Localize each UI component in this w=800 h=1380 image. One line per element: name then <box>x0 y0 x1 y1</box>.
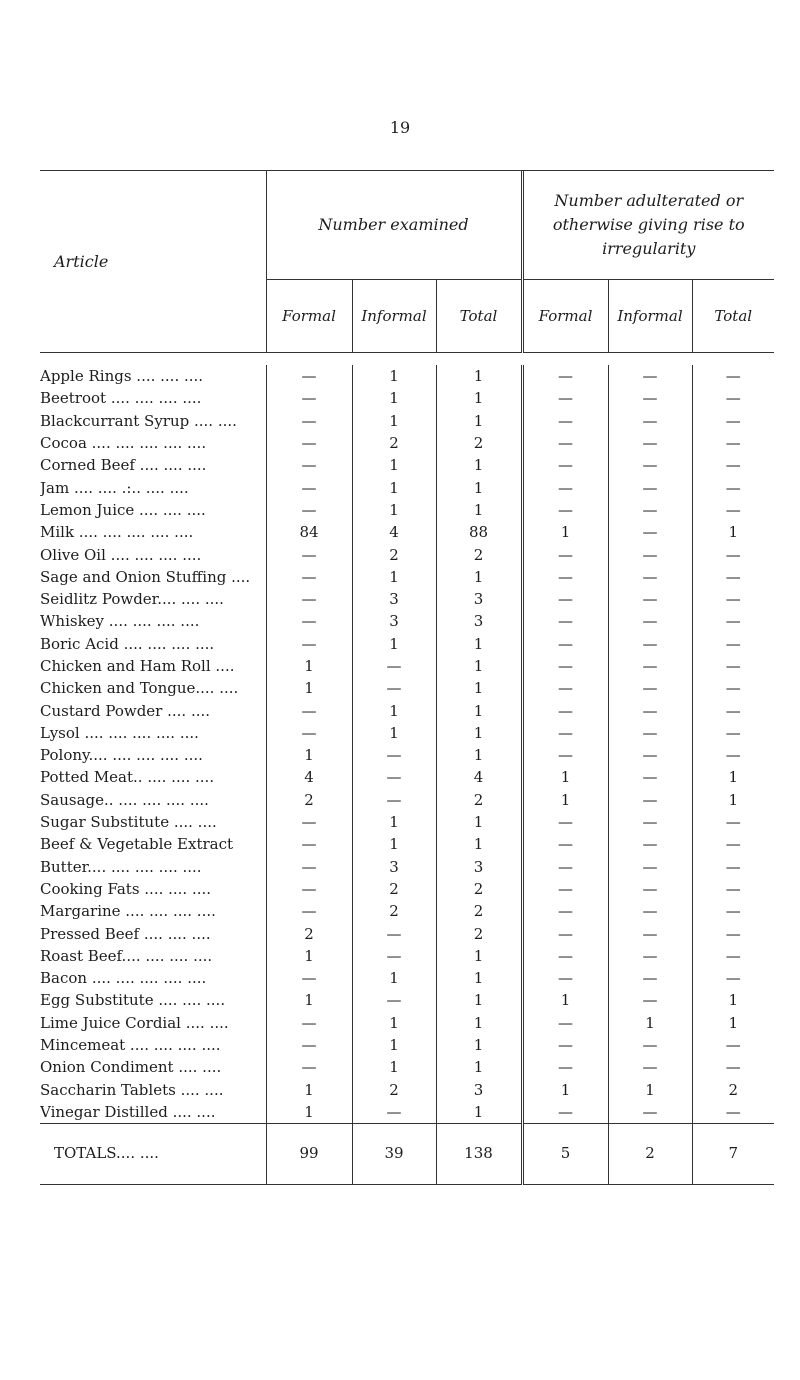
adulterated-informal-cell: — <box>608 454 692 476</box>
table-row <box>40 922 774 944</box>
examined-informal-cell: 1 <box>352 811 436 833</box>
examined-informal-cell: 1 <box>352 967 436 989</box>
examined-formal-cell: — <box>266 499 352 521</box>
adulterated-total-cell: — <box>692 365 774 387</box>
table-row <box>40 945 774 967</box>
examined-total-cell: 1 <box>436 566 522 588</box>
examined-informal-cell: 1 <box>352 476 436 498</box>
adulterated-informal-cell: — <box>608 856 692 878</box>
examined-informal-cell: — <box>352 789 436 811</box>
examined-formal-cell: — <box>266 699 352 721</box>
table-row <box>40 989 774 1011</box>
adulterated-formal-cell: — <box>522 476 608 498</box>
adulterated-formal-cell: — <box>522 945 608 967</box>
examined-informal-cell: — <box>352 744 436 766</box>
examined-informal-cell: — <box>352 655 436 677</box>
article-name-cell: Blackcurrant Syrup .... .... <box>40 411 237 430</box>
adulterated-informal-cell: — <box>608 521 692 543</box>
examined-formal-cell: 4 <box>266 766 352 788</box>
article-column-header: Article <box>54 252 109 271</box>
adulterated-header-line-2: otherwise giving rise to <box>552 215 745 234</box>
table-row <box>40 789 774 811</box>
examined-total-cell: 1 <box>436 744 522 766</box>
examined-informal-cell: — <box>352 1101 436 1124</box>
adulterated-total-cell: — <box>692 945 774 967</box>
adulterated-total-cell: — <box>692 610 774 632</box>
adulterated-informal-cell: — <box>608 699 692 721</box>
adulterated-informal-cell: 1 <box>608 1079 692 1101</box>
table-row <box>40 856 774 878</box>
examined-total-cell: 1 <box>436 1012 522 1034</box>
examined-formal-cell: 1 <box>266 945 352 967</box>
examined-total-cell: 1 <box>436 989 522 1011</box>
table-row <box>40 410 774 432</box>
table-row <box>40 588 774 610</box>
adulterated-informal-cell: — <box>608 655 692 677</box>
adulterated-formal-cell: 1 <box>522 789 608 811</box>
examined-informal-cell: — <box>352 766 436 788</box>
article-name-cell: Beef & Vegetable Extract <box>40 835 234 854</box>
article-name-cell: Custard Powder .... .... <box>40 701 211 720</box>
examined-informal-cell: — <box>352 945 436 967</box>
examined-informal-cell: 3 <box>352 588 436 610</box>
article-name-cell: Saccharin Tablets .... .... <box>40 1080 224 1099</box>
article-name-cell: Roast Beef.... .... .... .... <box>40 946 213 965</box>
adulterated-informal-cell: — <box>608 833 692 855</box>
examined-informal-cell: 1 <box>352 410 436 432</box>
examined-formal-cell: 1 <box>266 744 352 766</box>
adulterated-informal-cell: — <box>608 499 692 521</box>
adulterated-informal-cell: — <box>608 1056 692 1078</box>
examined-total-cell: 1 <box>436 454 522 476</box>
adulterated-total-cell: 1 <box>692 989 774 1011</box>
examined-total-cell: 1 <box>436 722 522 744</box>
adulterated-formal-cell: — <box>522 878 608 900</box>
examined-formal-cell: — <box>266 566 352 588</box>
adulterated-informal-cell: — <box>608 900 692 922</box>
article-name-cell: Polony.... .... .... .... .... <box>40 746 203 765</box>
examined-informal-cell: 1 <box>352 699 436 721</box>
article-name-cell: Apple Rings .... .... .... <box>40 367 204 386</box>
examined-total-header: Total <box>436 280 522 353</box>
examined-total-cell: 1 <box>436 365 522 387</box>
adulterated-group-header <box>522 171 774 280</box>
table-row <box>40 1056 774 1078</box>
adulterated-informal-header: Informal <box>608 280 692 353</box>
examined-total-cell: 88 <box>436 521 522 543</box>
table-row <box>40 499 774 521</box>
adulterated-informal-cell: — <box>608 766 692 788</box>
examined-total-cell: 2 <box>436 878 522 900</box>
examined-formal-cell: — <box>266 365 352 387</box>
adulterated-informal-cell: — <box>608 744 692 766</box>
examined-informal-cell: 1 <box>352 833 436 855</box>
examined-formal-cell: — <box>266 633 352 655</box>
adulterated-header-line-3: irregularity <box>602 239 696 258</box>
table-row <box>40 766 774 788</box>
table-row <box>40 454 774 476</box>
examined-formal-cell: 84 <box>266 521 352 543</box>
examined-formal-cell: — <box>266 967 352 989</box>
adulterated-informal-cell: — <box>608 633 692 655</box>
examined-formal-header: Formal <box>266 280 352 353</box>
adulterated-formal-cell: — <box>522 833 608 855</box>
adulterated-total-cell: — <box>692 543 774 565</box>
adulterated-total-cell: — <box>692 387 774 409</box>
examined-informal-cell: 3 <box>352 610 436 632</box>
examined-informal-cell: 1 <box>352 722 436 744</box>
examined-formal-cell: — <box>266 833 352 855</box>
total-examined-informal: 39 <box>352 1138 436 1185</box>
adulterated-total-cell: — <box>692 1101 774 1124</box>
adulterated-formal-cell: — <box>522 967 608 989</box>
examined-informal-cell: 1 <box>352 633 436 655</box>
adulterated-informal-cell: — <box>608 610 692 632</box>
adulterated-informal-cell: — <box>608 1034 692 1056</box>
adulterated-formal-cell: — <box>522 900 608 922</box>
article-name-cell: Chicken and Ham Roll .... <box>40 657 235 675</box>
adulterated-total-cell: — <box>692 476 774 498</box>
adulterated-total-cell: — <box>692 454 774 476</box>
examined-formal-cell: 1 <box>266 1101 352 1124</box>
adulterated-formal-cell: — <box>522 699 608 721</box>
adulterated-total-cell: — <box>692 900 774 922</box>
total-adulterated-informal: 2 <box>608 1138 692 1185</box>
article-name-cell: Egg Substitute .... .... .... <box>40 991 226 1010</box>
examined-informal-cell: 2 <box>352 900 436 922</box>
adulterated-formal-cell: — <box>522 365 608 387</box>
adulterated-formal-cell: 1 <box>522 989 608 1011</box>
examined-total-cell: 3 <box>436 856 522 878</box>
examined-informal-cell: 1 <box>352 454 436 476</box>
examined-informal-cell: 4 <box>352 521 436 543</box>
table-row <box>40 1101 774 1124</box>
examined-total-cell: 1 <box>436 1056 522 1078</box>
article-name-cell: Cocoa .... .... .... .... .... <box>40 434 207 453</box>
examined-informal-cell: 1 <box>352 387 436 409</box>
adulterated-informal-cell: — <box>608 811 692 833</box>
examined-total-cell: 1 <box>436 655 522 677</box>
examined-formal-cell: — <box>266 1056 352 1078</box>
examined-formal-cell: — <box>266 856 352 878</box>
adulterated-total-cell: — <box>692 432 774 454</box>
adulterated-informal-cell: — <box>608 967 692 989</box>
table-row <box>40 744 774 766</box>
examined-formal-cell: — <box>266 543 352 565</box>
table-row <box>40 566 774 588</box>
article-name-cell: Corned Beef .... .... .... <box>40 456 207 475</box>
adulterated-informal-cell: — <box>608 722 692 744</box>
examined-formal-cell: — <box>266 811 352 833</box>
adulterated-formal-cell: — <box>522 922 608 944</box>
examined-total-cell: 2 <box>436 789 522 811</box>
table-row <box>40 432 774 454</box>
adulterated-formal-cell: — <box>522 1034 608 1056</box>
adulterated-formal-cell: 1 <box>522 1079 608 1101</box>
adulterated-total-cell: — <box>692 744 774 766</box>
examined-informal-cell: 2 <box>352 878 436 900</box>
total-adulterated-total: 7 <box>692 1138 774 1185</box>
table-row <box>40 387 774 409</box>
examined-total-cell: 1 <box>436 633 522 655</box>
adulterated-total-cell: — <box>692 655 774 677</box>
article-name-cell: Mincemeat .... .... .... .... <box>40 1036 221 1055</box>
table-row <box>40 543 774 565</box>
adulterated-informal-cell: — <box>608 677 692 699</box>
article-name-cell: Bacon .... .... .... .... .... <box>40 969 207 988</box>
page-number: 19 <box>389 118 411 137</box>
examined-informal-cell: — <box>352 677 436 699</box>
adulterated-total-cell: 1 <box>692 766 774 788</box>
examined-formal-cell: — <box>266 900 352 922</box>
article-name-cell: Olive Oil .... .... .... .... <box>40 545 202 564</box>
adulterated-total-cell: — <box>692 1056 774 1078</box>
adulterated-total-cell: — <box>692 833 774 855</box>
adulterated-informal-cell: — <box>608 410 692 432</box>
article-name-cell: Butter.... .... .... .... .... <box>40 857 202 876</box>
examined-group-header <box>266 171 522 280</box>
article-name-cell: Sage and Onion Stuffing .... <box>40 567 251 586</box>
adulterated-formal-cell: — <box>522 1012 608 1034</box>
adulterated-formal-cell: — <box>522 588 608 610</box>
adulterated-informal-cell: — <box>608 789 692 811</box>
article-name-cell: Sugar Substitute .... .... <box>40 813 217 832</box>
examined-formal-cell: — <box>266 610 352 632</box>
totals-label: TOTALS.... .... <box>54 1144 159 1163</box>
adulterated-informal-cell: — <box>608 387 692 409</box>
article-name-cell: Beetroot .... .... .... .... <box>40 389 202 408</box>
table-row <box>40 900 774 922</box>
adulterated-total-cell: — <box>692 410 774 432</box>
examined-formal-cell: — <box>266 476 352 498</box>
adulterated-header-line-1: Number adulterated or <box>554 191 744 210</box>
examined-informal-cell: 1 <box>352 566 436 588</box>
examined-total-cell: 1 <box>436 811 522 833</box>
adulterated-informal-cell: — <box>608 566 692 588</box>
adulterated-total-cell: — <box>692 1034 774 1056</box>
table-row <box>40 1012 774 1034</box>
table-row <box>40 811 774 833</box>
articles-table <box>40 170 774 1199</box>
examined-formal-cell: 1 <box>266 677 352 699</box>
adulterated-total-cell: — <box>692 588 774 610</box>
adulterated-informal-cell: — <box>608 365 692 387</box>
examined-total-cell: 1 <box>436 476 522 498</box>
article-name-cell: Sausage.. .... .... .... .... <box>40 790 209 809</box>
table-row <box>40 476 774 498</box>
examined-formal-cell: 2 <box>266 922 352 944</box>
examined-formal-cell: — <box>266 432 352 454</box>
adulterated-formal-cell: — <box>522 543 608 565</box>
examined-formal-cell: — <box>266 1034 352 1056</box>
article-name-cell: Chicken and Tongue.... .... <box>40 679 239 698</box>
table-row <box>40 722 774 744</box>
table-row <box>40 833 774 855</box>
adulterated-total-cell: — <box>692 633 774 655</box>
table-row <box>40 610 774 632</box>
examined-formal-cell: 1 <box>266 655 352 677</box>
adulterated-informal-cell: — <box>608 476 692 498</box>
adulterated-formal-cell: — <box>522 655 608 677</box>
table-row <box>40 521 774 543</box>
examined-informal-cell: — <box>352 922 436 944</box>
total-examined-formal: 99 <box>266 1138 352 1185</box>
adulterated-total-cell: — <box>692 499 774 521</box>
examined-formal-cell: — <box>266 1012 352 1034</box>
adulterated-formal-cell: — <box>522 1101 608 1124</box>
adulterated-formal-cell: — <box>522 811 608 833</box>
adulterated-formal-header: Formal <box>522 280 608 353</box>
examined-total-cell: 2 <box>436 900 522 922</box>
examined-informal-cell: 3 <box>352 856 436 878</box>
adulterated-informal-cell: — <box>608 588 692 610</box>
examined-total-cell: 1 <box>436 1034 522 1056</box>
article-name-cell: Lime Juice Cordial .... .... <box>40 1013 229 1032</box>
article-name-cell: Vinegar Distilled .... .... <box>40 1102 216 1121</box>
table-row <box>40 1079 774 1101</box>
totals-row <box>40 1138 774 1185</box>
examined-header-text: Number examined <box>318 215 469 234</box>
article-name-cell: Milk .... .... .... .... .... <box>40 523 194 542</box>
examined-informal-cell: 1 <box>352 499 436 521</box>
adulterated-formal-cell: — <box>522 633 608 655</box>
adulterated-total-cell: 1 <box>692 1012 774 1034</box>
table-row <box>40 878 774 900</box>
table-body <box>40 365 774 1124</box>
examined-informal-cell: — <box>352 989 436 1011</box>
article-name-cell: Seidlitz Powder.... .... .... <box>40 590 224 609</box>
article-name-cell: Pressed Beef .... .... .... <box>40 924 211 943</box>
adulterated-total-cell: — <box>692 878 774 900</box>
examined-total-cell: 2 <box>436 432 522 454</box>
adulterated-total-cell: — <box>692 566 774 588</box>
examined-formal-cell: — <box>266 878 352 900</box>
examined-formal-cell: — <box>266 588 352 610</box>
adulterated-informal-cell: — <box>608 945 692 967</box>
adulterated-total-cell: — <box>692 967 774 989</box>
adulterated-formal-cell: — <box>522 610 608 632</box>
examined-total-cell: 2 <box>436 543 522 565</box>
examined-formal-cell: — <box>266 410 352 432</box>
adulterated-total-cell: — <box>692 922 774 944</box>
adulterated-formal-cell: — <box>522 744 608 766</box>
adulterated-formal-cell: — <box>522 856 608 878</box>
examined-total-cell: 4 <box>436 766 522 788</box>
adulterated-total-cell: — <box>692 677 774 699</box>
article-name-cell: Cooking Fats .... .... .... <box>40 879 212 898</box>
examined-total-cell: 1 <box>436 410 522 432</box>
examined-informal-header: Informal <box>352 280 436 353</box>
table-row <box>40 677 774 699</box>
examined-total-cell: 3 <box>436 588 522 610</box>
adulterated-informal-cell: — <box>608 1101 692 1124</box>
table-row <box>40 365 774 387</box>
adulterated-total-cell: — <box>692 856 774 878</box>
examined-formal-cell: 1 <box>266 1079 352 1101</box>
table-row <box>40 655 774 677</box>
examined-total-cell: 1 <box>436 833 522 855</box>
examined-formal-cell: — <box>266 454 352 476</box>
examined-total-cell: 1 <box>436 945 522 967</box>
article-name-cell: Potted Meat.. .... .... .... <box>40 768 215 787</box>
adulterated-informal-cell: — <box>608 878 692 900</box>
examined-total-cell: 3 <box>436 610 522 632</box>
total-adulterated-formal: 5 <box>522 1138 608 1185</box>
adulterated-total-header: Total <box>692 280 774 353</box>
article-name-cell: Whiskey .... .... .... .... <box>40 612 200 631</box>
adulterated-formal-cell: — <box>522 1056 608 1078</box>
examined-informal-cell: 2 <box>352 543 436 565</box>
table-row <box>40 967 774 989</box>
examined-informal-cell: 1 <box>352 1056 436 1078</box>
adulterated-formal-cell: — <box>522 387 608 409</box>
examined-formal-cell: — <box>266 387 352 409</box>
examined-total-cell: 1 <box>436 677 522 699</box>
table-row <box>40 1034 774 1056</box>
examined-informal-cell: 1 <box>352 1012 436 1034</box>
examined-total-cell: 1 <box>436 967 522 989</box>
adulterated-informal-cell: — <box>608 543 692 565</box>
adulterated-informal-cell: — <box>608 432 692 454</box>
adulterated-total-cell: — <box>692 699 774 721</box>
adulterated-formal-cell: — <box>522 722 608 744</box>
adulterated-informal-cell: 1 <box>608 1012 692 1034</box>
examined-total-cell: 1 <box>436 387 522 409</box>
examined-total-cell: 1 <box>436 699 522 721</box>
table-row <box>40 633 774 655</box>
article-name-cell: Margarine .... .... .... .... <box>40 902 216 921</box>
adulterated-total-cell: 1 <box>692 521 774 543</box>
examined-total-cell: 2 <box>436 922 522 944</box>
adulterated-formal-cell: — <box>522 677 608 699</box>
examined-informal-cell: 1 <box>352 1034 436 1056</box>
article-name-cell: Onion Condiment .... .... <box>40 1058 222 1077</box>
examined-formal-cell: 1 <box>266 989 352 1011</box>
article-name-cell: Lemon Juice .... .... .... <box>40 500 206 519</box>
total-examined-total: 138 <box>436 1138 522 1185</box>
examined-formal-cell: 2 <box>266 789 352 811</box>
examined-formal-cell: — <box>266 722 352 744</box>
article-name-cell: Boric Acid .... .... .... .... <box>40 634 215 653</box>
adulterated-formal-cell: — <box>522 410 608 432</box>
adulterated-total-cell: — <box>692 811 774 833</box>
examined-informal-cell: 2 <box>352 432 436 454</box>
adulterated-formal-cell: — <box>522 499 608 521</box>
adulterated-total-cell: 1 <box>692 789 774 811</box>
examined-informal-cell: 2 <box>352 1079 436 1101</box>
examined-informal-cell: 1 <box>352 365 436 387</box>
adulterated-formal-cell: — <box>522 566 608 588</box>
examined-total-cell: 3 <box>436 1079 522 1101</box>
adulterated-informal-cell: — <box>608 989 692 1011</box>
adulterated-formal-cell: 1 <box>522 521 608 543</box>
adulterated-total-cell: — <box>692 722 774 744</box>
examined-total-cell: 1 <box>436 499 522 521</box>
adulterated-formal-cell: — <box>522 432 608 454</box>
article-name-cell: Jam .... .... .:.. .... .... <box>40 478 189 497</box>
article-name-cell: Lysol .... .... .... .... .... <box>40 723 199 742</box>
table-row <box>40 699 774 721</box>
adulterated-formal-cell: 1 <box>522 766 608 788</box>
examined-total-cell: 1 <box>436 1101 522 1124</box>
adulterated-formal-cell: — <box>522 454 608 476</box>
adulterated-informal-cell: — <box>608 922 692 944</box>
adulterated-total-cell: 2 <box>692 1079 774 1101</box>
